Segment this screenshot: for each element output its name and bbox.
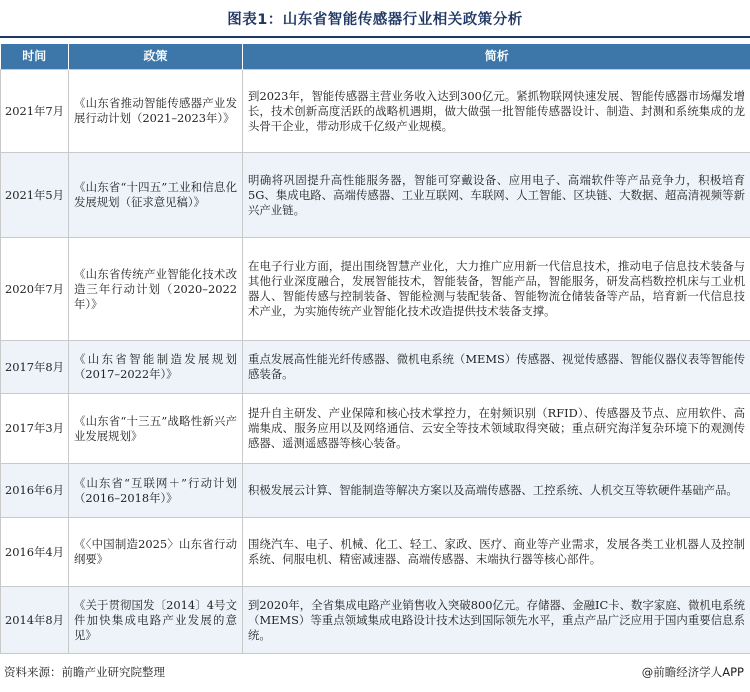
row-desc: 到2023年，智能传感器主营业务收入达到300亿元。紧抓物联网快速发展、智能传感器市场爆发增长，技术创新高度活跃的战略机遇期，做大做强一批智能传感器设计、制造、封测和系统集成的龙头骨干企业，带动形成千亿级产业规模。 (243, 70, 750, 153)
table-row (1, 153, 750, 238)
row-policy: 《山东省推动智能传感器产业发展行动计划（2021–2023年）》 (69, 70, 243, 153)
row-time: 2021年5月 (1, 153, 69, 238)
table-row (1, 341, 750, 394)
table-row (1, 464, 750, 518)
row-policy: 《山东省“十三五”战略性新兴产业发展规划》 (69, 394, 243, 464)
table-row (1, 238, 750, 341)
row-policy: 《山东省智能制造发展规划（2017–2022年）》 (69, 341, 243, 394)
footer (0, 664, 750, 686)
row-time: 2017年3月 (1, 394, 69, 464)
title-divider (0, 36, 750, 38)
table-row (1, 394, 750, 464)
row-time: 2020年7月 (1, 238, 69, 341)
row-desc: 在电子行业方面，提出围绕智慧产业化，大力推广应用新一代信息技术，推动电子信息技术装备与其他行业深度融合，发展智能技术，智能装备，智能产品，智能服务，研发高档数控机床与工业机器人、智能传感与控制装备、智能检测与装配装备、智能物流仓储装备等产品，培育新一代信息技术产业，为实施传统产业智能化技术改造提供技术装备支撑。 (243, 238, 750, 341)
brand-credit: @前瞻经济学人APP (641, 665, 744, 679)
table-row (1, 587, 750, 654)
source-note: 资料来源：前瞻产业研究院整理 (4, 665, 165, 679)
row-policy: 《〈中国制造2025〉山东省行动纲要》 (69, 518, 243, 587)
header-desc: 简析 (243, 44, 750, 70)
row-desc: 到2020年，全省集成电路产业销售收入突破800亿元。存储器、金融IC卡、数字家庭、微机电系统（MEMS）等重点领域集成电路设计技术达到国际领先水平，重点产品广泛应用于国内重要信息系统。 (243, 587, 750, 654)
row-policy: 《山东省“互联网＋”行动计划（2016–2018年）》 (69, 464, 243, 518)
row-desc: 明确将巩固提升高性能服务器，智能可穿戴设备、应用电子、高端软件等产品竞争力，积极培育5G、集成电路、高端传感器、工业互联网、车联网、人工智能、区块链、大数据、超高清视频等新兴产业链。 (243, 153, 750, 238)
table-row (1, 70, 750, 153)
row-time: 2016年6月 (1, 464, 69, 518)
row-time: 2014年8月 (1, 587, 69, 654)
header-time: 时间 (1, 44, 69, 70)
row-time: 2017年8月 (1, 341, 69, 394)
header-policy: 政策 (69, 44, 243, 70)
row-desc: 积极发展云计算、智能制造等解决方案以及高端传感器、工控系统、人机交互等软硬件基础产品。 (243, 464, 750, 518)
table-row (1, 518, 750, 587)
policy-table (0, 44, 750, 654)
row-time: 2016年4月 (1, 518, 69, 587)
row-time: 2021年7月 (1, 70, 69, 153)
row-desc: 围绕汽车、电子、机械、化工、轻工、家政、医疗、商业等产业需求，发展各类工业机器人及控制系统、伺服电机、精密减速器、高端传感器、末端执行器等核心部件。 (243, 518, 750, 587)
figure-title: 图表1：山东省智能传感器行业相关政策分析 (227, 12, 523, 28)
row-desc: 重点发展高性能光纤传感器、微机电系统（MEMS）传感器、视觉传感器、智能仪器仪表等智能传感装备。 (243, 341, 750, 394)
row-desc: 提升自主研发、产业保障和核心技术掌控力，在射频识别（RFID）、传感器及节点、应用软件、高端集成、服务应用以及网络通信、云安全等技术领域取得突破；重点研究海洋复杂环境下的观测传感器、遥测遥感器等核心装备。 (243, 394, 750, 464)
row-policy: 《山东省“十四五”工业和信息化发展规划（征求意见稿）》 (69, 153, 243, 238)
row-policy: 《山东省传统产业智能化技术改造三年行动计划（2020–2022年）》 (69, 238, 243, 341)
table-header-row (1, 44, 750, 70)
row-policy: 《关于贯彻国发〔2014〕4号文件加快集成电路产业发展的意见》 (69, 587, 243, 654)
